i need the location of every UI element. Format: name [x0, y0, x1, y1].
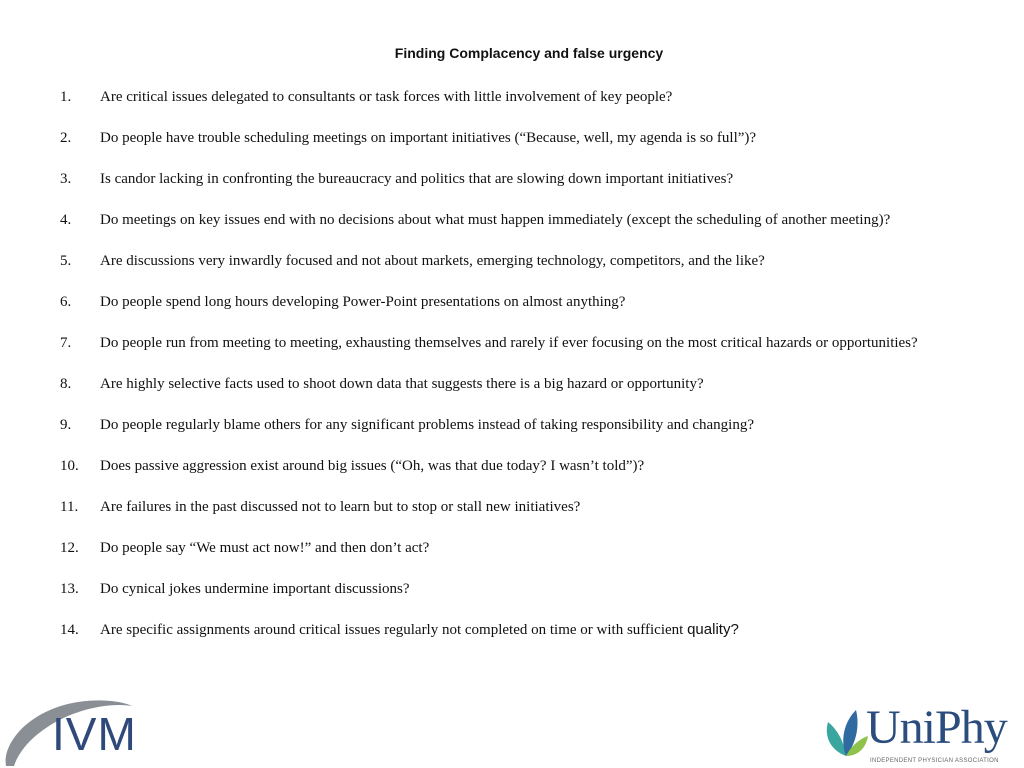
uniphy-leaf-icon [822, 706, 870, 758]
list-item-number: 12. [60, 540, 79, 556]
list-item-text: Do people run from meeting to meeting, exhausting themselves and rarely if ever focusing on the most critical hazards or opportunities? [100, 335, 918, 351]
list-item-text: Do people say “We must act now!” and then don’t act? [100, 540, 430, 556]
list-item-text: Are highly selective facts used to shoot down data that suggests there is a big hazard or opportunity? [100, 376, 704, 392]
ivm-logo [0, 688, 170, 768]
list-item-number: 11. [60, 499, 79, 515]
list-item-text: Do people spend long hours developing Power-Point presentations on almost anything? [100, 294, 626, 310]
list-item-text: Do people have trouble scheduling meetings on important initiatives (“Because, well, my agenda is so full”)? [100, 130, 757, 146]
list-item [60, 620, 960, 640]
list-item [60, 497, 960, 517]
list-item-number: 7. [60, 335, 72, 351]
question-list [60, 87, 960, 661]
list-item [60, 292, 960, 312]
list-item [60, 456, 960, 476]
list-item-text: Are critical issues delegated to consultants or task forces with little involvement of key people? [100, 89, 673, 105]
list-item-text: Do meetings on key issues end with no decisions about what must happen immediately (except the scheduling of another meeting)? [100, 212, 891, 228]
list-item-text: Is candor lacking in confronting the bureaucracy and politics that are slowing down important initiatives? [100, 171, 734, 187]
list-item-number: 6. [60, 294, 72, 310]
list-item-number: 13. [60, 581, 79, 597]
list-item [60, 538, 960, 558]
list-item [60, 128, 960, 148]
list-item-text: Are failures in the past discussed not to learn but to stop or stall new initiatives? [100, 499, 581, 515]
list-item-text: Are discussions very inwardly focused and not about markets, emerging technology, competitors, and the like? [100, 253, 765, 269]
list-item-number: 3. [60, 171, 72, 187]
list-item-text: Does passive aggression exist around big issues (“Oh, was that due today? I wasn’t told”)? [100, 458, 645, 474]
list-item [60, 210, 960, 230]
list-item-text: Do people regularly blame others for any significant problems instead of taking responsibility and changing? [100, 417, 754, 433]
list-item [60, 415, 960, 435]
list-item-number: 14. [60, 622, 79, 638]
list-item [60, 87, 960, 107]
list-item-number: 9. [60, 417, 72, 433]
list-item-number: 10. [60, 458, 79, 474]
list-item-text-tail: quality? [687, 621, 739, 638]
list-item [60, 169, 960, 189]
list-item-text: Do cynical jokes undermine important discussions? [100, 581, 410, 597]
list-item-number: 8. [60, 376, 72, 392]
page-title: Finding Complacency and false urgency [394, 45, 664, 61]
list-item-number: 4. [60, 212, 72, 228]
ivm-logo-text: IVM [52, 708, 137, 760]
uniphy-logo [822, 700, 1024, 768]
list-item-text-main: Are specific assignments around critical issues regularly not completed on time or with sufficient [100, 622, 688, 638]
list-item-text [100, 620, 960, 640]
uniphy-tagline: INDEPENDENT PHYSICIAN ASSOCIATION [870, 758, 999, 764]
list-item-number: 2. [60, 130, 72, 146]
list-item [60, 374, 960, 394]
uniphy-logo-text: UniPhy [866, 701, 1007, 754]
list-item [60, 579, 960, 599]
list-item [60, 333, 960, 353]
list-item [60, 251, 960, 271]
list-item-number: 5. [60, 253, 72, 269]
list-item-number: 1. [60, 89, 72, 105]
